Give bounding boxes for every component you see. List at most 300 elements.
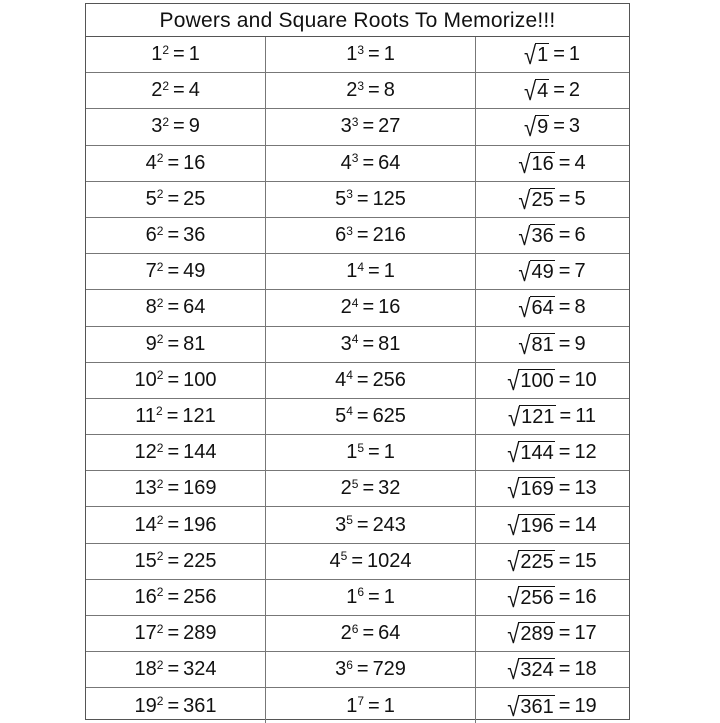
square-cell [86, 37, 266, 72]
equals-sign: = [362, 115, 375, 138]
radical-sign-icon: √ [507, 366, 520, 396]
square-base: 7 [145, 260, 157, 283]
power-base: 2 [346, 79, 358, 102]
equals-sign: = [559, 404, 572, 427]
power-exponent: 5 [357, 440, 364, 455]
square-value: 100 [183, 368, 217, 391]
table-title: Powers and Square Roots To Memorize!!! [86, 4, 629, 37]
root-value: 8 [574, 296, 586, 319]
square-exponent: 2 [156, 295, 164, 310]
equals-sign: = [173, 79, 185, 102]
equals-sign: = [356, 658, 369, 681]
power-cell [266, 109, 476, 144]
power-base: 1 [346, 43, 358, 66]
square-base: 12 [134, 441, 157, 464]
square-value: 9 [188, 115, 200, 138]
radical-sign-icon: √ [507, 511, 520, 541]
power-base: 1 [346, 585, 358, 608]
radical-sign-icon: √ [518, 258, 531, 288]
square-exponent: 2 [156, 621, 164, 636]
power-base: 6 [335, 224, 347, 247]
equals-sign: = [558, 658, 571, 681]
radicand: 324 [520, 659, 554, 682]
root-cell [476, 73, 628, 108]
power-exponent: 4 [346, 404, 353, 419]
radicand: 16 [531, 152, 554, 175]
table-row [86, 507, 629, 543]
square-base: 6 [145, 224, 157, 247]
table-row [86, 580, 629, 616]
radicand: 256 [520, 586, 554, 609]
root-value: 15 [574, 549, 597, 572]
radical-sign-icon: √ [518, 222, 531, 251]
table-row [86, 254, 629, 290]
square-cell [86, 73, 266, 108]
square-exponent: 2 [156, 585, 164, 600]
square-cell [86, 146, 266, 181]
power-exponent: 5 [351, 476, 359, 491]
equals-sign: = [553, 79, 565, 102]
square-cell [86, 182, 266, 217]
root-value: 13 [574, 477, 597, 500]
power-cell [266, 254, 476, 289]
power-exponent: 7 [357, 694, 364, 709]
root-cell [476, 218, 628, 253]
radical-sign-icon: √ [523, 113, 537, 143]
radical-sign-icon: √ [507, 439, 520, 468]
equals-sign: = [362, 622, 375, 645]
square-base: 16 [134, 585, 157, 608]
table-row [86, 109, 629, 145]
square-root-expression [518, 149, 554, 179]
square-base: 17 [134, 622, 157, 645]
power-value: 64 [378, 151, 401, 174]
root-value: 10 [574, 368, 597, 391]
equals-sign: = [558, 332, 571, 355]
power-base: 1 [346, 694, 358, 717]
square-exponent: 2 [156, 440, 164, 455]
root-cell [476, 37, 628, 72]
equals-sign: = [558, 441, 571, 464]
root-cell [476, 616, 628, 651]
power-exponent: 3 [357, 42, 364, 57]
square-value: 256 [183, 585, 217, 608]
equals-sign: = [362, 332, 375, 355]
power-base: 4 [340, 151, 352, 174]
power-base: 2 [340, 622, 352, 645]
power-cell [266, 652, 476, 687]
radical-sign-icon: √ [507, 475, 520, 505]
power-cell [266, 580, 476, 615]
radical-sign-icon: √ [508, 403, 521, 432]
root-cell [476, 544, 628, 579]
radicand: 121 [521, 405, 555, 428]
table-row [86, 399, 629, 435]
power-base: 1 [346, 260, 358, 283]
equals-sign: = [167, 622, 180, 645]
power-cell [266, 616, 476, 651]
square-value: 289 [183, 622, 217, 645]
equals-sign: = [368, 43, 380, 66]
square-root-expression [507, 475, 554, 505]
power-base: 3 [335, 513, 347, 536]
power-value: 625 [372, 404, 406, 427]
square-cell [86, 363, 266, 398]
square-value: 49 [183, 260, 206, 283]
power-cell [266, 37, 476, 72]
square-exponent: 2 [156, 513, 164, 528]
equals-sign: = [356, 368, 369, 391]
radical-sign-icon: √ [507, 620, 520, 649]
radicand: 169 [520, 478, 554, 501]
square-exponent: 2 [156, 404, 163, 419]
power-base: 5 [335, 187, 347, 210]
root-value: 14 [574, 513, 597, 536]
root-value: 11 [575, 404, 596, 427]
radicand: 1 [537, 44, 549, 67]
square-exponent: 2 [156, 187, 164, 202]
equals-sign: = [558, 585, 571, 608]
square-exponent: 2 [156, 332, 164, 347]
radicand: 81 [531, 333, 554, 356]
root-cell [476, 471, 628, 506]
power-base: 4 [335, 368, 347, 391]
square-exponent: 2 [156, 549, 164, 564]
power-value: 8 [383, 79, 395, 102]
power-cell [266, 182, 476, 217]
equals-sign: = [167, 694, 180, 717]
equals-sign: = [167, 187, 180, 210]
square-root-expression [523, 41, 549, 70]
root-value: 1 [568, 43, 580, 66]
radicand: 289 [520, 623, 554, 646]
power-base: 4 [329, 549, 341, 572]
root-cell [476, 435, 628, 470]
equals-sign: = [362, 477, 375, 500]
radical-sign-icon: √ [507, 656, 520, 686]
equals-sign: = [558, 622, 571, 645]
square-exponent: 2 [162, 78, 169, 93]
power-cell [266, 327, 476, 362]
square-root-expression [518, 294, 554, 324]
power-value: 64 [378, 622, 401, 645]
power-cell [266, 290, 476, 325]
equals-sign: = [553, 43, 565, 66]
power-cell [266, 471, 476, 506]
equals-sign: = [558, 549, 571, 572]
square-value: 36 [183, 224, 206, 247]
power-base: 3 [335, 658, 347, 681]
power-exponent: 5 [340, 549, 348, 564]
square-root-expression [507, 583, 554, 613]
square-value: 324 [183, 658, 217, 681]
radicand: 64 [531, 297, 554, 320]
square-cell [86, 327, 266, 362]
square-root-expression [518, 258, 554, 288]
power-value: 1 [383, 441, 395, 464]
power-exponent: 6 [357, 585, 364, 600]
equals-sign: = [173, 115, 185, 138]
equals-sign: = [558, 260, 571, 283]
square-cell [86, 652, 266, 687]
square-exponent: 2 [162, 42, 169, 57]
equals-sign: = [558, 151, 571, 174]
square-base: 18 [134, 658, 157, 681]
square-value: 25 [183, 187, 206, 210]
square-cell [86, 109, 266, 144]
equals-sign: = [167, 658, 180, 681]
power-cell [266, 507, 476, 542]
equals-sign: = [558, 368, 571, 391]
equals-sign: = [167, 332, 180, 355]
square-value: 16 [183, 151, 206, 174]
square-root-expression [523, 77, 549, 107]
equals-sign: = [368, 79, 380, 102]
root-value: 2 [568, 79, 580, 102]
power-cell [266, 363, 476, 398]
root-cell [476, 146, 628, 181]
square-exponent: 2 [156, 368, 164, 383]
square-base: 10 [134, 368, 157, 391]
square-value: 169 [183, 477, 217, 500]
equals-sign: = [166, 404, 179, 427]
power-value: 125 [372, 187, 406, 210]
square-base: 8 [145, 296, 157, 319]
table-row [86, 435, 629, 471]
square-base: 1 [151, 43, 163, 66]
radical-sign-icon: √ [507, 693, 520, 722]
square-cell [86, 507, 266, 542]
table-row [86, 73, 629, 109]
equals-sign: = [368, 694, 380, 717]
square-root-expression [507, 693, 554, 722]
square-cell [86, 218, 266, 253]
table-row [86, 363, 629, 399]
root-cell [476, 327, 628, 362]
power-value: 32 [378, 477, 401, 500]
equals-sign: = [173, 43, 185, 66]
square-exponent: 2 [156, 223, 164, 238]
square-cell [86, 435, 266, 470]
square-cell [86, 688, 266, 723]
square-base: 9 [145, 332, 157, 355]
equals-sign: = [558, 296, 571, 319]
equals-sign: = [167, 151, 180, 174]
square-cell [86, 399, 266, 434]
square-root-expression [507, 366, 554, 396]
root-cell [476, 182, 628, 217]
power-exponent: 4 [357, 259, 364, 274]
power-value: 16 [378, 296, 401, 319]
radicand: 196 [520, 514, 554, 537]
square-cell [86, 290, 266, 325]
power-cell [266, 146, 476, 181]
table-row [86, 471, 629, 507]
equals-sign: = [356, 513, 369, 536]
square-root-expression [523, 113, 549, 143]
square-exponent: 2 [156, 151, 164, 166]
table-body [86, 37, 629, 723]
power-exponent: 3 [346, 187, 353, 202]
square-cell [86, 544, 266, 579]
square-base: 11 [135, 404, 156, 427]
equals-sign: = [167, 260, 180, 283]
root-value: 9 [574, 332, 586, 355]
root-cell [476, 652, 628, 687]
root-cell [476, 363, 628, 398]
power-exponent: 3 [346, 223, 353, 238]
square-base: 4 [145, 151, 157, 174]
root-cell [476, 254, 628, 289]
power-cell [266, 73, 476, 108]
table-row [86, 37, 629, 73]
equals-sign: = [351, 549, 363, 572]
radical-sign-icon: √ [518, 330, 531, 360]
square-base: 2 [151, 79, 163, 102]
power-exponent: 3 [351, 114, 359, 129]
table-row [86, 218, 629, 254]
root-value: 17 [574, 622, 597, 645]
root-cell [476, 507, 628, 542]
power-value: 216 [372, 224, 406, 247]
equals-sign: = [558, 224, 571, 247]
equals-sign: = [167, 477, 180, 500]
equals-sign: = [356, 187, 369, 210]
root-value: 12 [574, 441, 597, 464]
square-root-expression [507, 547, 554, 577]
equals-sign: = [558, 187, 571, 210]
equals-sign: = [356, 404, 369, 427]
power-value: 1 [383, 694, 395, 717]
square-exponent: 2 [162, 114, 169, 129]
root-cell [476, 109, 628, 144]
power-value: 1024 [367, 549, 412, 572]
square-exponent: 2 [156, 476, 164, 491]
square-exponent: 2 [156, 694, 164, 709]
power-exponent: 3 [351, 151, 359, 166]
equals-sign: = [553, 115, 565, 138]
equals-sign: = [167, 585, 180, 608]
power-base: 2 [340, 296, 352, 319]
square-root-expression [507, 511, 554, 541]
square-value: 121 [182, 404, 216, 427]
power-cell [266, 688, 476, 723]
radical-sign-icon: √ [518, 185, 531, 215]
power-value: 1 [383, 260, 395, 283]
square-exponent: 2 [156, 259, 164, 274]
memorize-table [85, 3, 630, 720]
equals-sign: = [167, 368, 180, 391]
radicand: 100 [520, 369, 554, 392]
power-base: 3 [340, 332, 352, 355]
table-row [86, 327, 629, 363]
power-exponent: 6 [351, 621, 359, 636]
radicand: 144 [520, 442, 554, 465]
square-value: 1 [188, 43, 200, 66]
equals-sign: = [368, 260, 380, 283]
power-exponent: 3 [357, 78, 364, 93]
power-exponent: 4 [346, 368, 353, 383]
power-cell [266, 399, 476, 434]
radical-sign-icon: √ [523, 77, 537, 107]
power-cell [266, 218, 476, 253]
power-exponent: 6 [346, 657, 353, 672]
square-value: 4 [188, 79, 200, 102]
equals-sign: = [362, 296, 375, 319]
power-base: 2 [340, 477, 352, 500]
equals-sign: = [368, 441, 380, 464]
power-value: 729 [372, 658, 406, 681]
square-base: 15 [134, 549, 157, 572]
power-exponent: 4 [351, 295, 359, 310]
equals-sign: = [356, 224, 369, 247]
radicand: 25 [531, 188, 554, 211]
power-value: 1 [383, 43, 395, 66]
square-root-expression [518, 330, 554, 360]
square-root-expression [507, 620, 554, 649]
power-cell [266, 435, 476, 470]
equals-sign: = [558, 477, 571, 500]
radicand: 36 [531, 225, 554, 248]
equals-sign: = [167, 441, 180, 464]
square-value: 361 [183, 694, 217, 717]
table-row [86, 544, 629, 580]
power-base: 3 [340, 115, 352, 138]
square-root-expression [507, 439, 554, 468]
square-exponent: 2 [156, 657, 164, 672]
equals-sign: = [167, 549, 180, 572]
square-base: 14 [134, 513, 157, 536]
table-row [86, 146, 629, 182]
power-value: 243 [372, 513, 406, 536]
root-cell [476, 688, 628, 723]
square-value: 81 [183, 332, 206, 355]
square-base: 19 [134, 694, 157, 717]
square-base: 3 [151, 115, 163, 138]
root-value: 5 [574, 187, 586, 210]
radicand: 4 [537, 80, 549, 103]
power-value: 81 [378, 332, 401, 355]
square-cell [86, 580, 266, 615]
radicand: 225 [520, 550, 554, 573]
power-value: 1 [383, 585, 395, 608]
equals-sign: = [167, 513, 180, 536]
square-base: 5 [145, 187, 157, 210]
table-row [86, 290, 629, 326]
table-row [86, 652, 629, 688]
root-value: 18 [574, 658, 597, 681]
root-value: 6 [574, 224, 586, 247]
radical-sign-icon: √ [507, 547, 520, 577]
square-value: 225 [183, 549, 217, 572]
square-value: 64 [183, 296, 206, 319]
radical-sign-icon: √ [518, 294, 531, 324]
root-value: 7 [574, 260, 586, 283]
equals-sign: = [558, 513, 571, 536]
power-value: 27 [378, 115, 401, 138]
equals-sign: = [558, 694, 571, 717]
square-root-expression [508, 403, 555, 432]
equals-sign: = [362, 151, 375, 174]
power-exponent: 5 [346, 513, 353, 528]
square-value: 196 [183, 513, 217, 536]
table-row [86, 688, 629, 723]
square-cell [86, 471, 266, 506]
root-value: 19 [574, 694, 597, 717]
root-cell [476, 290, 628, 325]
power-value: 256 [372, 368, 406, 391]
radicand: 49 [531, 261, 554, 284]
